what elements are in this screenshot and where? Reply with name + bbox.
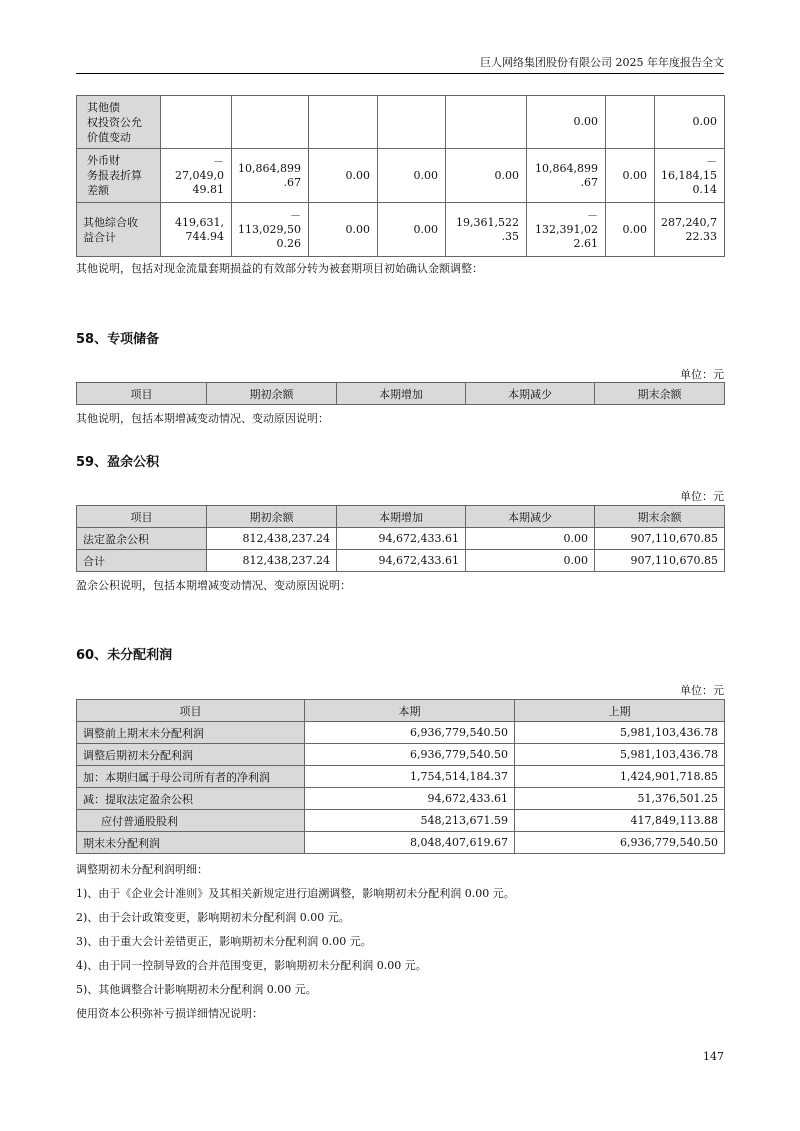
value-cell: 419,631, 744.94 [161,203,232,257]
value-cell: 548,213,671.59 [305,810,515,832]
table-row [77,744,725,766]
table-row [77,832,725,854]
header-row [77,506,725,528]
value-cell: 0.00 [466,550,595,572]
value-cell: 6,936,779,540.50 [515,832,725,854]
oci-note: 其他说明，包括对现金流量套期损益的有效部分转为被套期项目初始确认金额调整： [76,262,483,275]
table-row [77,528,725,550]
special-reserve-table [76,382,725,405]
table-row [77,722,725,744]
value-cell: 6,936,779,540.50 [305,744,515,766]
value-cell: 94,672,433.61 [337,528,466,550]
value-cell: 5,981,103,436.78 [515,722,725,744]
value-cell: 0.00 [378,203,446,257]
row-label: 调整前上期末未分配利润 [77,722,305,744]
row-label: 调整后期初未分配利润 [77,744,305,766]
value-cell: 6,936,779,540.50 [305,722,515,744]
value-cell: 10,864,899 .67 [232,149,309,203]
value-cell: 0.00 [378,149,446,203]
row-label: 其他综合收 益合计 [77,203,161,257]
section-60-heading: 60、未分配利润 [76,648,173,663]
value-cell: 907,110,670.85 [595,550,725,572]
section-58-note: 其他说明，包括本期增减变动情况、变动原因说明： [76,412,329,425]
value-cell: 0.00 [606,203,655,257]
column-header: 期初余额 [207,506,337,528]
value-cell: － 132,391,02 2.61 [527,203,606,257]
value-cell [309,96,378,149]
row-label: 外币财 务报表折算 差额 [77,149,161,203]
section-60-unit: 单位：元 [680,684,724,697]
row-label: 法定盈余公积 [77,528,207,550]
section-58-heading: 58、专项储备 [76,332,160,347]
note-line: 3)、由于重大会计差错更正，影响期初未分配利润 0.00 元。 [76,935,372,948]
table-row [77,810,725,832]
table-row [77,766,725,788]
page-number: 147 [703,1050,724,1063]
value-cell: 0.00 [606,149,655,203]
value-cell [161,96,232,149]
table-row [77,550,725,572]
table-row [77,149,725,203]
table-row [77,96,725,149]
row-label: 合计 [77,550,207,572]
column-header: 本期 [305,700,515,722]
column-header: 期初余额 [207,383,337,405]
value-cell: 287,240,7 22.33 [655,203,725,257]
oci-table [76,95,725,257]
value-cell [232,96,309,149]
value-cell: 812,438,237.24 [207,528,337,550]
value-cell: 10,864,899 .67 [527,149,606,203]
column-header: 期末余额 [595,506,725,528]
value-cell: 51,376,501.25 [515,788,725,810]
column-header: 期末余额 [595,383,725,405]
column-header: 本期减少 [466,506,595,528]
value-cell [606,96,655,149]
section-59-heading: 59、盈余公积 [76,455,160,470]
column-header: 本期减少 [466,383,595,405]
value-cell: 907,110,670.85 [595,528,725,550]
value-cell: 8,048,407,619.67 [305,832,515,854]
value-cell: 0.00 [309,149,378,203]
value-cell: － 113,029,50 0.26 [232,203,309,257]
value-cell: 94,672,433.61 [305,788,515,810]
value-cell: 812,438,237.24 [207,550,337,572]
value-cell: 1,424,901,718.85 [515,766,725,788]
value-cell: 94,672,433.61 [337,550,466,572]
value-cell [446,96,527,149]
surplus-reserve-table [76,505,725,572]
page-header [76,56,724,74]
section-59-note: 盈余公积说明，包括本期增减变动情况、变动原因说明： [76,579,351,592]
note-line: 调整期初未分配利润明细： [76,863,208,876]
row-label: 应付普通股股利 [77,810,305,832]
row-label: 加：本期归属于母公司所有者的净利润 [77,766,305,788]
section-60-notes [76,858,515,1026]
table-row [77,203,725,257]
note-line: 2)、由于会计政策变更，影响期初未分配利润 0.00 元。 [76,911,350,924]
value-cell: 0.00 [446,149,527,203]
table-row [77,788,725,810]
column-header: 项目 [77,506,207,528]
value-cell: － 27,049,0 49.81 [161,149,232,203]
row-label: 减：提取法定盈余公积 [77,788,305,810]
note-line: 使用资本公积弥补亏损详细情况说明： [76,1007,263,1020]
value-cell: 0.00 [309,203,378,257]
note-line: 5)、其他调整合计影响期初未分配利润 0.00 元。 [76,983,317,996]
section-58-unit: 单位：元 [680,368,724,381]
column-header: 项目 [77,383,207,405]
value-cell: 0.00 [655,96,725,149]
value-cell [378,96,446,149]
note-line: 1)、由于《企业会计准则》及其相关新规定进行追溯调整，影响期初未分配利润 0.00 元。 [76,887,515,900]
column-header: 项目 [77,700,305,722]
row-label: 其他债 权投资公允 价值变动 [77,96,161,149]
report-title: 巨人网络集团股份有限公司 2025 年年度报告全文 [480,56,724,69]
value-cell: 1,754,514,184.37 [305,766,515,788]
row-label: 期末未分配利润 [77,832,305,854]
value-cell: 0.00 [466,528,595,550]
value-cell: 0.00 [527,96,606,149]
value-cell: 417,849,113.88 [515,810,725,832]
section-59-unit: 单位：元 [680,490,724,503]
value-cell: 5,981,103,436.78 [515,744,725,766]
undistributed-profit-table [76,699,725,854]
column-header: 本期增加 [337,506,466,528]
value-cell: 19,361,522 .35 [446,203,527,257]
value-cell: － 16,184,15 0.14 [655,149,725,203]
note-line: 4)、由于同一控制导致的合并范围变更，影响期初未分配利润 0.00 元。 [76,959,427,972]
column-header: 上期 [515,700,725,722]
column-header: 本期增加 [337,383,466,405]
header-row [77,700,725,722]
